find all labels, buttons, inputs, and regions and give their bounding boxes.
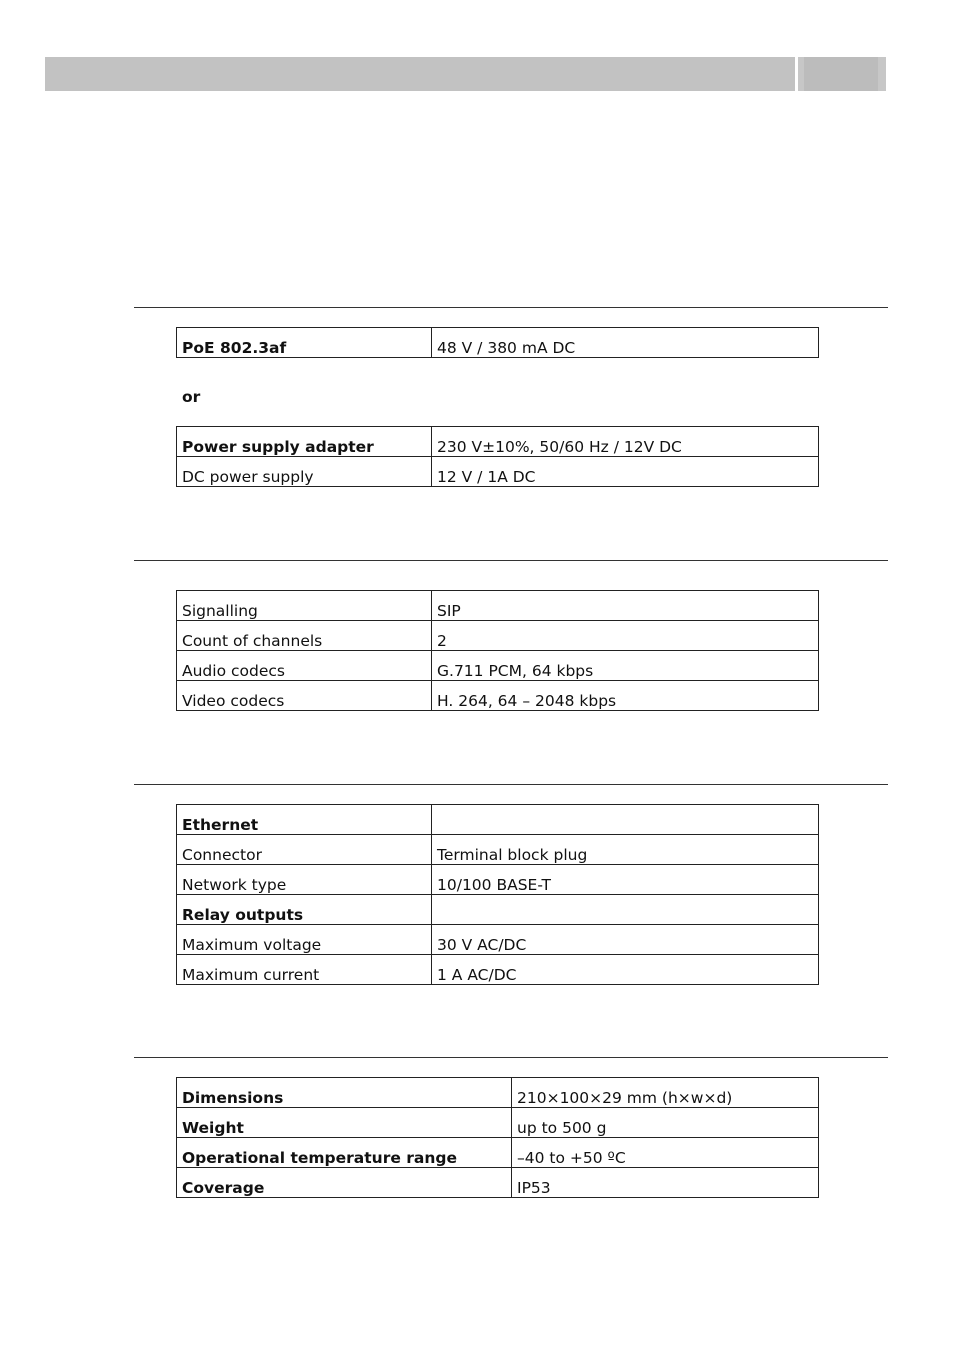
spec-label: Dimensions <box>177 1078 512 1108</box>
spec-value: 48 V / 380 mA DC <box>432 328 819 358</box>
spec-group-label: Ethernet <box>177 805 432 835</box>
table-row <box>177 681 819 711</box>
table-row <box>177 651 819 681</box>
table-row <box>177 1108 819 1138</box>
spec-label: DC power supply <box>177 457 432 487</box>
section-rule-interfaces <box>134 784 888 785</box>
table-row <box>177 925 819 955</box>
spec-label: Maximum current <box>177 955 432 985</box>
spec-label: Weight <box>177 1108 512 1138</box>
table-row <box>177 895 819 925</box>
section-rule-power <box>134 307 888 308</box>
spec-value: up to 500 g <box>512 1108 819 1138</box>
section-rule-communication <box>134 560 888 561</box>
or-separator: or <box>182 388 201 406</box>
table-row <box>177 591 819 621</box>
table-row <box>177 328 819 358</box>
spec-label: Coverage <box>177 1168 512 1198</box>
power-poe-table <box>176 327 819 358</box>
table-row <box>177 865 819 895</box>
table-row <box>177 805 819 835</box>
header-page-tab <box>798 57 886 91</box>
spec-label: Operational temperature range <box>177 1138 512 1168</box>
spec-value: G.711 PCM, 64 kbps <box>432 651 819 681</box>
spec-value: 12 V / 1A DC <box>432 457 819 487</box>
spec-value: Terminal block plug <box>432 835 819 865</box>
spec-value: 230 V±10%, 50/60 Hz / 12V DC <box>432 427 819 457</box>
spec-label: Audio codecs <box>177 651 432 681</box>
spec-value: 30 V AC/DC <box>432 925 819 955</box>
spec-group-label: Relay outputs <box>177 895 432 925</box>
communication-table <box>176 590 819 711</box>
spec-label: Video codecs <box>177 681 432 711</box>
spec-label: PoE 802.3af <box>177 328 432 358</box>
spec-value <box>432 895 819 925</box>
table-row <box>177 457 819 487</box>
spec-value: H. 264, 64 – 2048 kbps <box>432 681 819 711</box>
spec-value: 1 A AC/DC <box>432 955 819 985</box>
table-row <box>177 621 819 651</box>
spec-value: SIP <box>432 591 819 621</box>
spec-value: 10/100 BASE-T <box>432 865 819 895</box>
header-page-tab-inner <box>804 57 878 91</box>
spec-label: Maximum voltage <box>177 925 432 955</box>
spec-value: –40 to +50 ºC <box>512 1138 819 1168</box>
spec-label: Connector <box>177 835 432 865</box>
table-row <box>177 955 819 985</box>
spec-value <box>432 805 819 835</box>
section-rule-mechanical <box>134 1057 888 1058</box>
spec-value: 210×100×29 mm (h×w×d) <box>512 1078 819 1108</box>
table-row <box>177 427 819 457</box>
spec-label: Count of channels <box>177 621 432 651</box>
spec-label: Network type <box>177 865 432 895</box>
table-row <box>177 1168 819 1198</box>
spec-value: IP53 <box>512 1168 819 1198</box>
table-row <box>177 1138 819 1168</box>
header-bar <box>45 57 795 91</box>
mechanical-table <box>176 1077 819 1198</box>
power-adapter-table <box>176 426 819 487</box>
spec-label: Signalling <box>177 591 432 621</box>
table-row <box>177 835 819 865</box>
spec-value: 2 <box>432 621 819 651</box>
spec-label: Power supply adapter <box>177 427 432 457</box>
interfaces-table <box>176 804 819 985</box>
table-row <box>177 1078 819 1108</box>
